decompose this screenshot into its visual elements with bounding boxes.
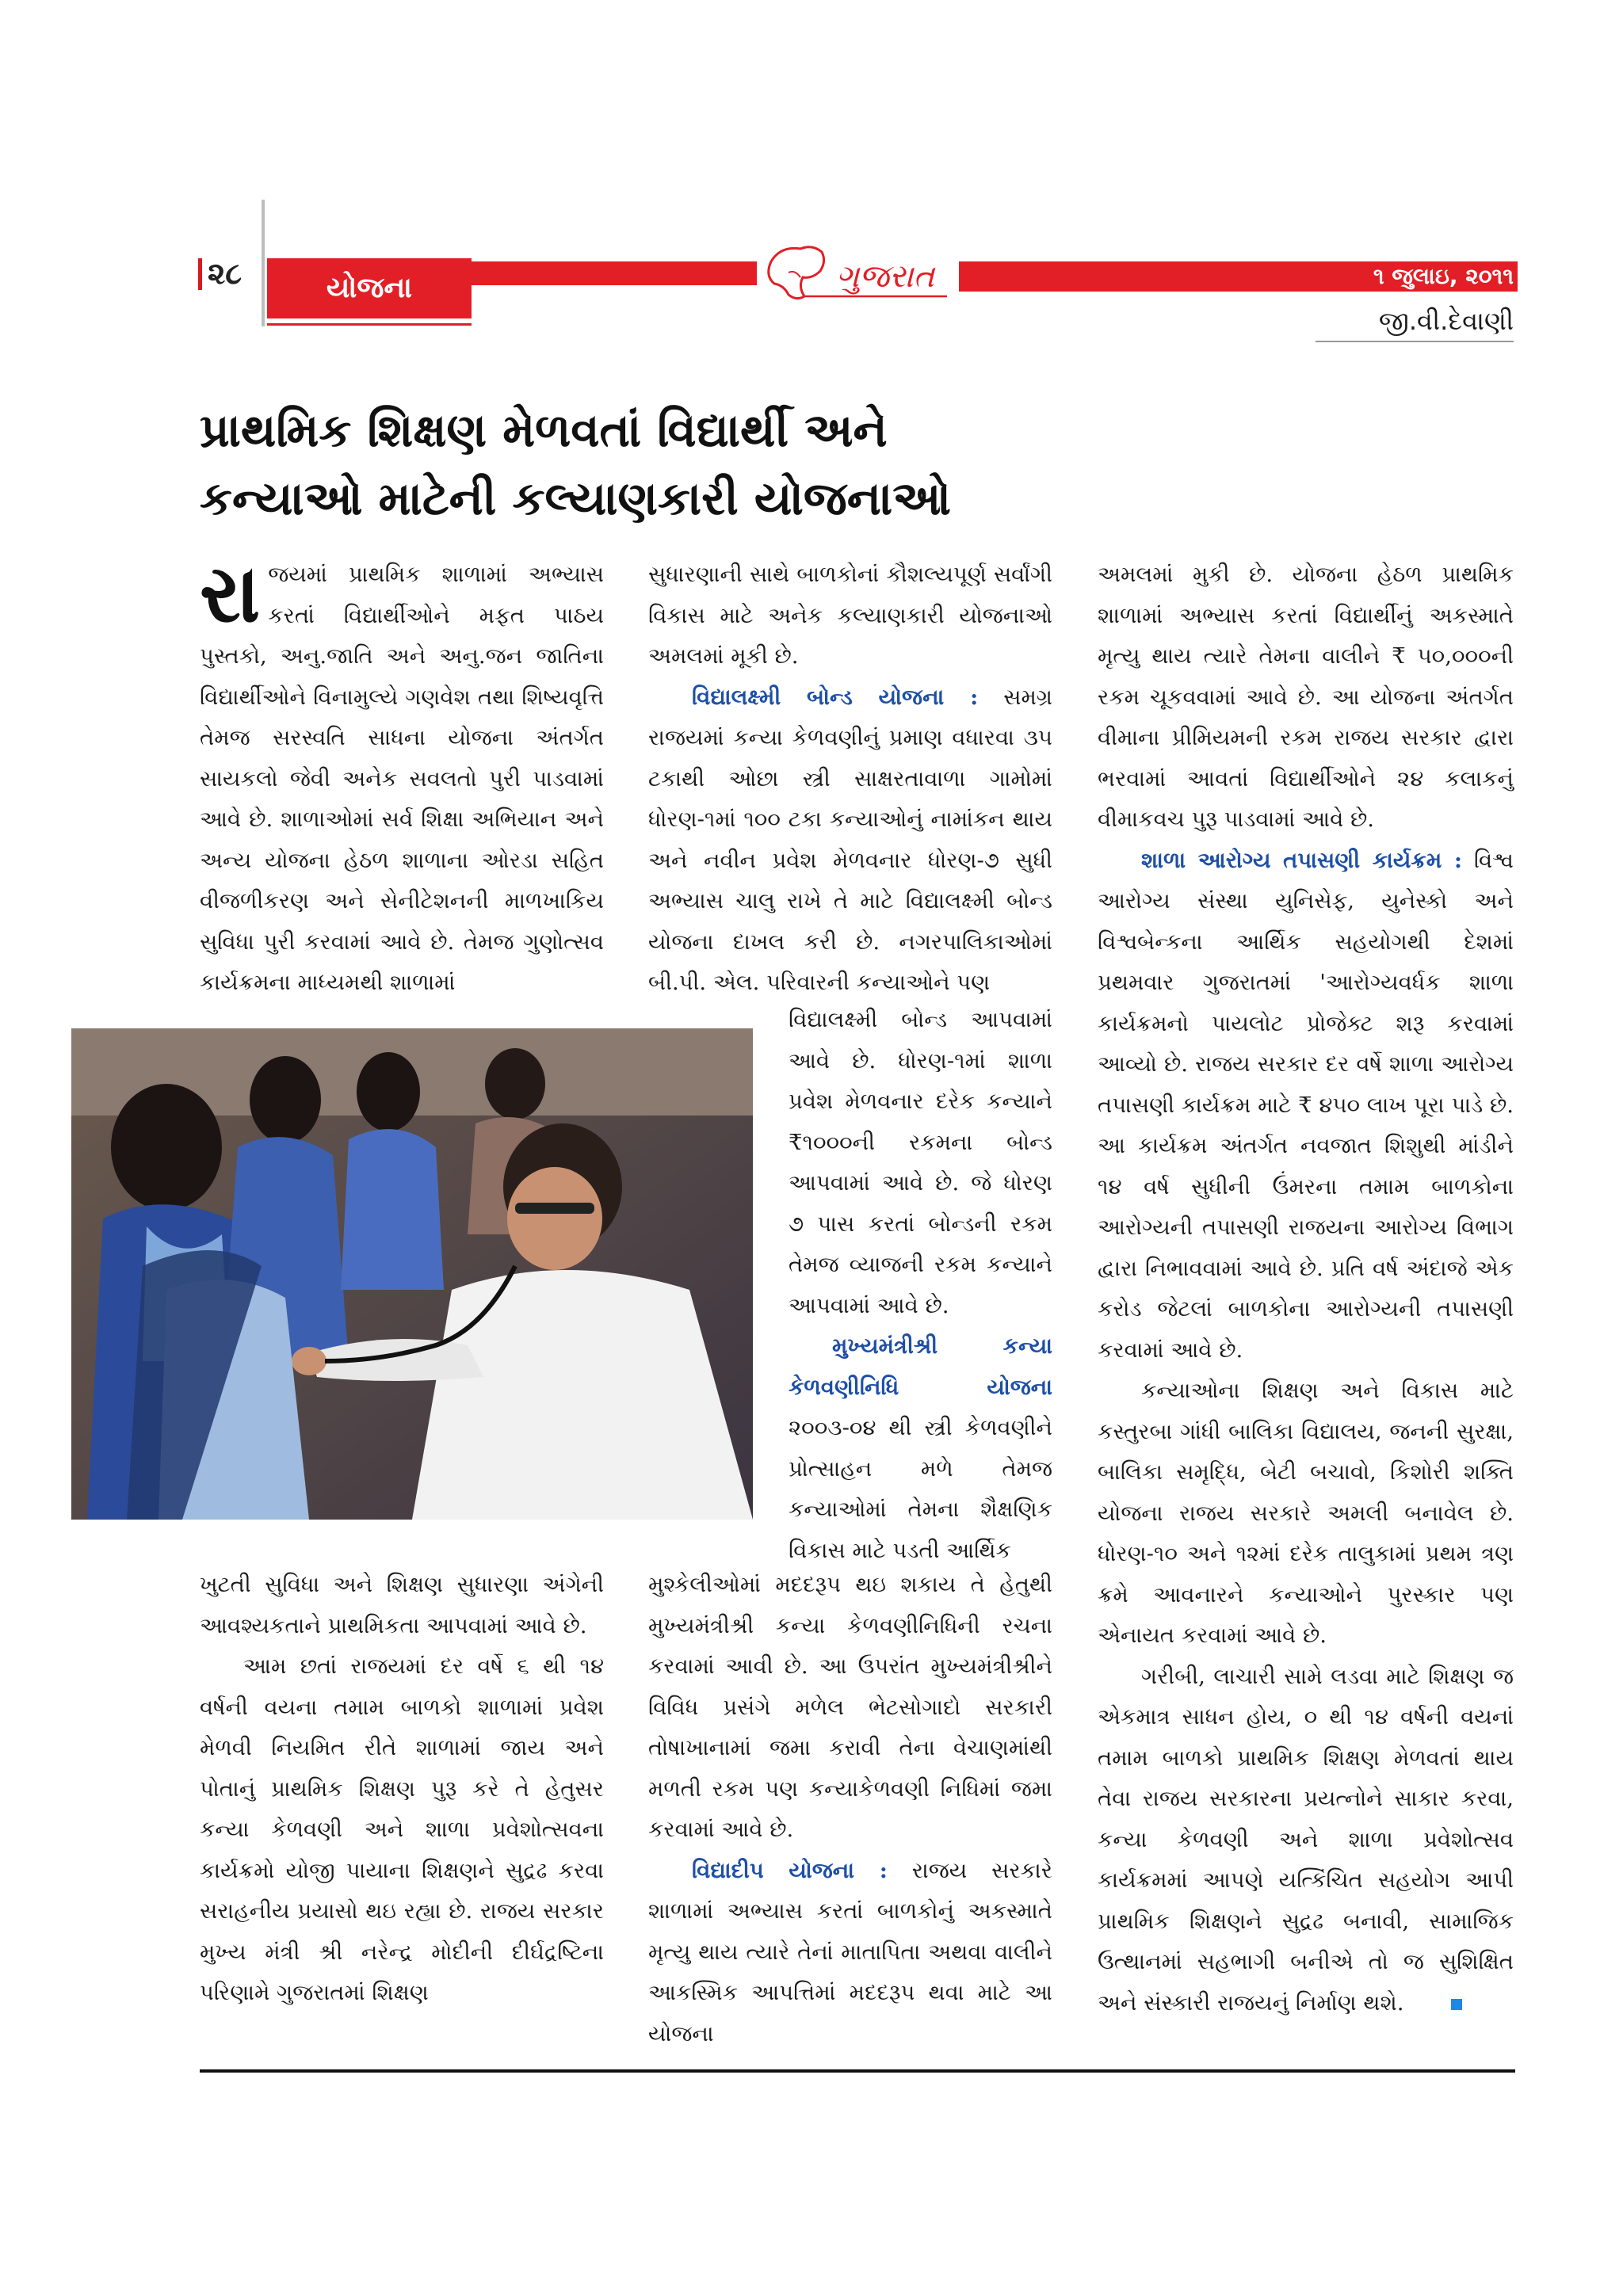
cm-kanya-body: ૨૦૦૩-૦૪ થી સ્ત્રી કેળવણીને પ્રોત્સાહન મળે તેમજ કન્યાઓમાં તેમના શૈક્ષણિક વિકાસ માટે પડતી આર્થિક [789,1415,1052,1563]
gujarat-logo [757,238,959,325]
cm-kanya-heading: મુખ્યમંત્રીશ્રી કન્યા કેળવણીનિધિ યોજના [789,1333,1052,1400]
column-2-narrow [789,1000,1052,1571]
drop-cap: રા [200,547,261,640]
vidyadeep-heading: વિદ્યાદીપ યોજના : [692,1857,888,1883]
header-vertical-rule [262,200,265,326]
cm-kanya-continued: મુશ્કેલીઓમાં મદદરૂપ થઇ શકાય તે હેતુથી મુખ્યમંત્રીશ્રી કન્યા કેળવણીનિધિની રચના કરવામાં આવી છે. આ ઉપરાંત મુખ્યમંત્રીશ્રીને વિવિધ પ્રસંગે મળેલ ભેટસોગાદો સરકારી તોષાખાનામાં જમા કરાવી તેના વેચાણમાંથી મળતી રકમ પણ કન્યાકેળવણી નિધિમાં જમા કરવામાં આવે છે. [648,1572,1052,1842]
column-1-bottom-paragraph-1: ખુટતી સુવિધા અને શિક્ષણ સુધારણા અંગેની આવશ્યકતાને પ્રાથમિકતા આપવામાં આવે છે. [200,1572,604,1638]
column-1-top-text: જયમાં પ્રાથમિક શાળામાં અભ્યાસ કરતાં વિદ્યાર્થીઓને મફત પાઠય પુસ્તકો, અનુ.જાતિ અને અનુ.જન જાતિના વિદ્યાર્થીઓને વિનામુલ્યે ગણવેશ તથા શિષ્યવૃત્તિ તેમજ સરસ્વતિ સાધના યોજના અંતર્ગત સાયકલો જેવી અનેક સવલતો પુરી પાડવામાં આવે છે. શાળાઓમાં સર્વ શિક્ષા અભિયાન અને અન્ય યોજના હેઠળ શાળાના ઓરડા સહિત વીજળીકરણ અને સેનીટેશનની માળખાકિય સુવિધા પુરી કરવામાં આવે છે. તેમજ ગુણોત્સવ કાર્યક્રમના માધ્યમથી શાળામાં [200,562,604,995]
closing-text: ગરીબી, લાચારી સામે લડવા માટે શિક્ષણ જ એકમાત્ર સાધન હોય, ૦ થી ૧૪ વર્ષની વયનાં તમામ બાળકો પ્રાથમિક શિક્ષણ મેળવતાં થાય તેવા રાજય સરકારના પ્રયત્નોને સાકાર કરવા, કન્યા કેળવણી અને શાળા પ્રવેશોત્સવ કાર્યક્રમમાં આપણે યત્કિંચિત સહયોગ આપી પ્રાથમિક શિક્ષણને સુદ્રઢ બનાવી, સામાજિક ઉત્થાનમાં સહભાગી બનીએ તો જ સુશિક્ષિત અને સંસ્કારી રાજયનું નિર્માણ થશે. [1098,1663,1514,2016]
girls-schemes-paragraph: કન્યાઓના શિક્ષણ અને વિકાસ માટે કસ્તુરબા ગાંધી બાલિકા વિદ્યાલય, જનની સુરક્ષા, બાલિકા સમૃદ્ધિ, બેટી બચાવો, કિશોરી શક્તિ યોજના રાજય સરકારે અમલી બનાવેલ છે. ધોરણ-૧૦ અને ૧૨માં દરેક તાલુકામાં પ્રથમ ત્રણ ક્રમે આવનારને કન્યાઓને પુરસ્કાર પણ એનાયત કરવામાં આવે છે. [1098,1378,1514,1648]
section-label: યોજના [267,258,472,318]
school-health-heading: શાળા આરોગ્ય તપાસણી કાર્યક્રમ : [1141,847,1463,873]
gujarat-map-icon [757,238,959,325]
column-1-bottom-paragraph-2: આમ છતાં રાજયમાં દર વર્ષે ૬ થી ૧૪ વર્ષની વયના તમામ બાળકો શાળામાં પ્રવેશ મેળવી નિયમિત રીતે શાળામાં જાય અને પોતાનું પ્રાથમિક શિક્ષણ પુરૂ કરે તે હેતુસર કન્યા કેળવણી અને શાળા પ્રવેશોત્સવના કાર્યક્રમો યોજી પાયાના શિક્ષણને સુદ્રઢ કરવા સરાહનીય પ્રયાસો થઇ રહ્યા છે. રાજય સરકાર મુખ્ય મંત્રી શ્રી નરેન્દ્ર મોદીની દીર્ઘદ્રષ્ટિના પરિણામે ગુજરાતમાં શિક્ષણ [200,1653,604,2005]
end-of-article-icon [1451,1999,1462,2010]
article-title [200,396,1309,532]
column-1-top [200,547,604,1004]
column-3 [1098,555,1514,2023]
photo-doctor-examining-girls [71,1028,753,1520]
article-title-line-2: કન્યાઓ માટેની કલ્યાણકારી યોજનાઓ [200,471,951,525]
column-2-intro: સુધારણાની સાથે બાળકોનાં કૌશલ્યપૂર્ણ સર્વાંગી વિકાસ માટે અનેક કલ્યાણકારી યોજનાઓ અમલમાં મૂકી છે. [648,562,1052,669]
vidyadeep-paragraph [648,1851,1052,2055]
vidyadeep-continued: અમલમાં મુકી છે. યોજના હેઠળ પ્રાથમિક શાળામાં અભ્યાસ કરતાં વિદ્યાર્થીનું અકસ્માતે મૃત્યુ થાય ત્યારે તેમના વાલીને ₹ ૫૦,૦૦૦ની રકમ ચૂકવવામાં આવે છે. આ યોજના અંતર્ગત વીમાના પ્રીમિયમની રકમ રાજય સરકાર દ્વારા ભરવામાં આવતાં વિદ્યાર્થીઓને ૨૪ કલાકનું વીમાકવચ પુરૂ પાડવામાં આવે છે. [1098,562,1514,832]
logo-text: ગુજરાત [836,258,935,295]
column-2-top [648,555,1052,1004]
closing-paragraph [1098,1657,1514,2024]
column-1-bottom [200,1565,604,2014]
article-photo [71,1028,753,1520]
school-health-paragraph [1098,841,1514,1371]
cm-kanya-paragraph [789,1326,1052,1571]
vidyalaxmi-heading: વિદ્યાલક્ષ્મી બોન્ડ યોજના : [692,684,979,710]
page-number-marker [198,258,202,290]
vidyalaxmi-continued: વિદ્યાલક્ષ્મી બોન્ડ આપવામાં આવે છે. ધોરણ-૧માં શાળા પ્રવેશ મેળવનાર દરેક કન્યાને ₹૧૦૦૦ની રકમના બોન્ડ આપવામાં આવે છે. જે ધોરણ ૭ પાસ કરતાં બોન્ડની રકમ તેમજ વ્યાજની રકમ કન્યાને આપવામાં આવે છે. [789,1007,1052,1318]
page-number: ૨૮ [208,256,242,291]
vidyalaxmi-body: સમગ્ર રાજયમાં કન્યા કેળવણીનું પ્રમાણ વધારવા ૩૫ ટકાથી ઓછા સ્ત્રી સાક્ષરતાવાળા ગામોમાં ધોરણ-૧માં ૧૦૦ ટકા કન્યાઓનું નામાંકન થાય અને નવીન પ્રવેશ મેળવનાર ધોરણ-૭ સુધી અભ્યાસ ચાલુ રાખે તે માટે વિદ્યાલક્ષ્મી બોન્ડ યોજના દાખલ કરી છે. નગરપાલિકાઓમાં બી.પી. એલ. પરિવારની કન્યાઓને પણ [648,684,1052,995]
article-title-line-1: પ્રાથમિક શિક્ષણ મેળવતાં વિદ્યાર્થી અને [200,403,888,457]
issue-date: ૧ જુલાઇ, ૨૦૧૧ [1373,263,1514,289]
vidyadeep-body: રાજય સરકારે શાળામાં અભ્યાસ કરતાં બાળકોનું અકસ્માતે મૃત્યુ થાય ત્યારે તેનાં માતાપિતા અથવા વાલીને આકસ્મિક આપત્તિમાં મદદરૂપ થવા માટે આ યોજના [648,1857,1053,2046]
vidyalaxmi-paragraph [648,677,1052,1004]
school-health-body: વિશ્વ આરોગ્ય સંસ્થા યુનિસેફ, યુનેસ્કો અને વિશ્વબેન્કના આર્થિક સહયોગથી દેશમાં પ્રથમવાર ગુજરાતમાં 'આરોગ્યવર્ધક શાળા કાર્યક્રમનો પાયલોટ પ્રોજેક્ટ શરૂ કરવામાં આવ્યો છે. રાજય સરકાર દર વર્ષે શાળા આરોગ્ય તપાસણી કાર્યક્રમ માટે ₹ ૪૫૦ લાખ પૂરા પાડે છે. આ કાર્યક્રમ અંતર્ગત નવજાત શિશુથી માંડીને ૧૪ વર્ષ સુધીની ઉંમરના તમામ બાળકોના આરોગ્યની તપાસણી રાજયના આરોગ્ય વિભાગ દ્વારા નિભાવવામાં આવે છે. પ્રતિ વર્ષ અંદાજે એક કરોડ જેટલાં બાળકોના આરોગ્યની તપાસણી કરવામાં આવે છે. [1098,847,1514,1363]
header-red-bar-left [472,261,757,285]
column-2-bottom [648,1565,1052,2054]
author-name: જી.વી.દેવાણી [1316,301,1514,342]
section-underline [267,323,472,326]
footer-rule [200,2069,1515,2073]
